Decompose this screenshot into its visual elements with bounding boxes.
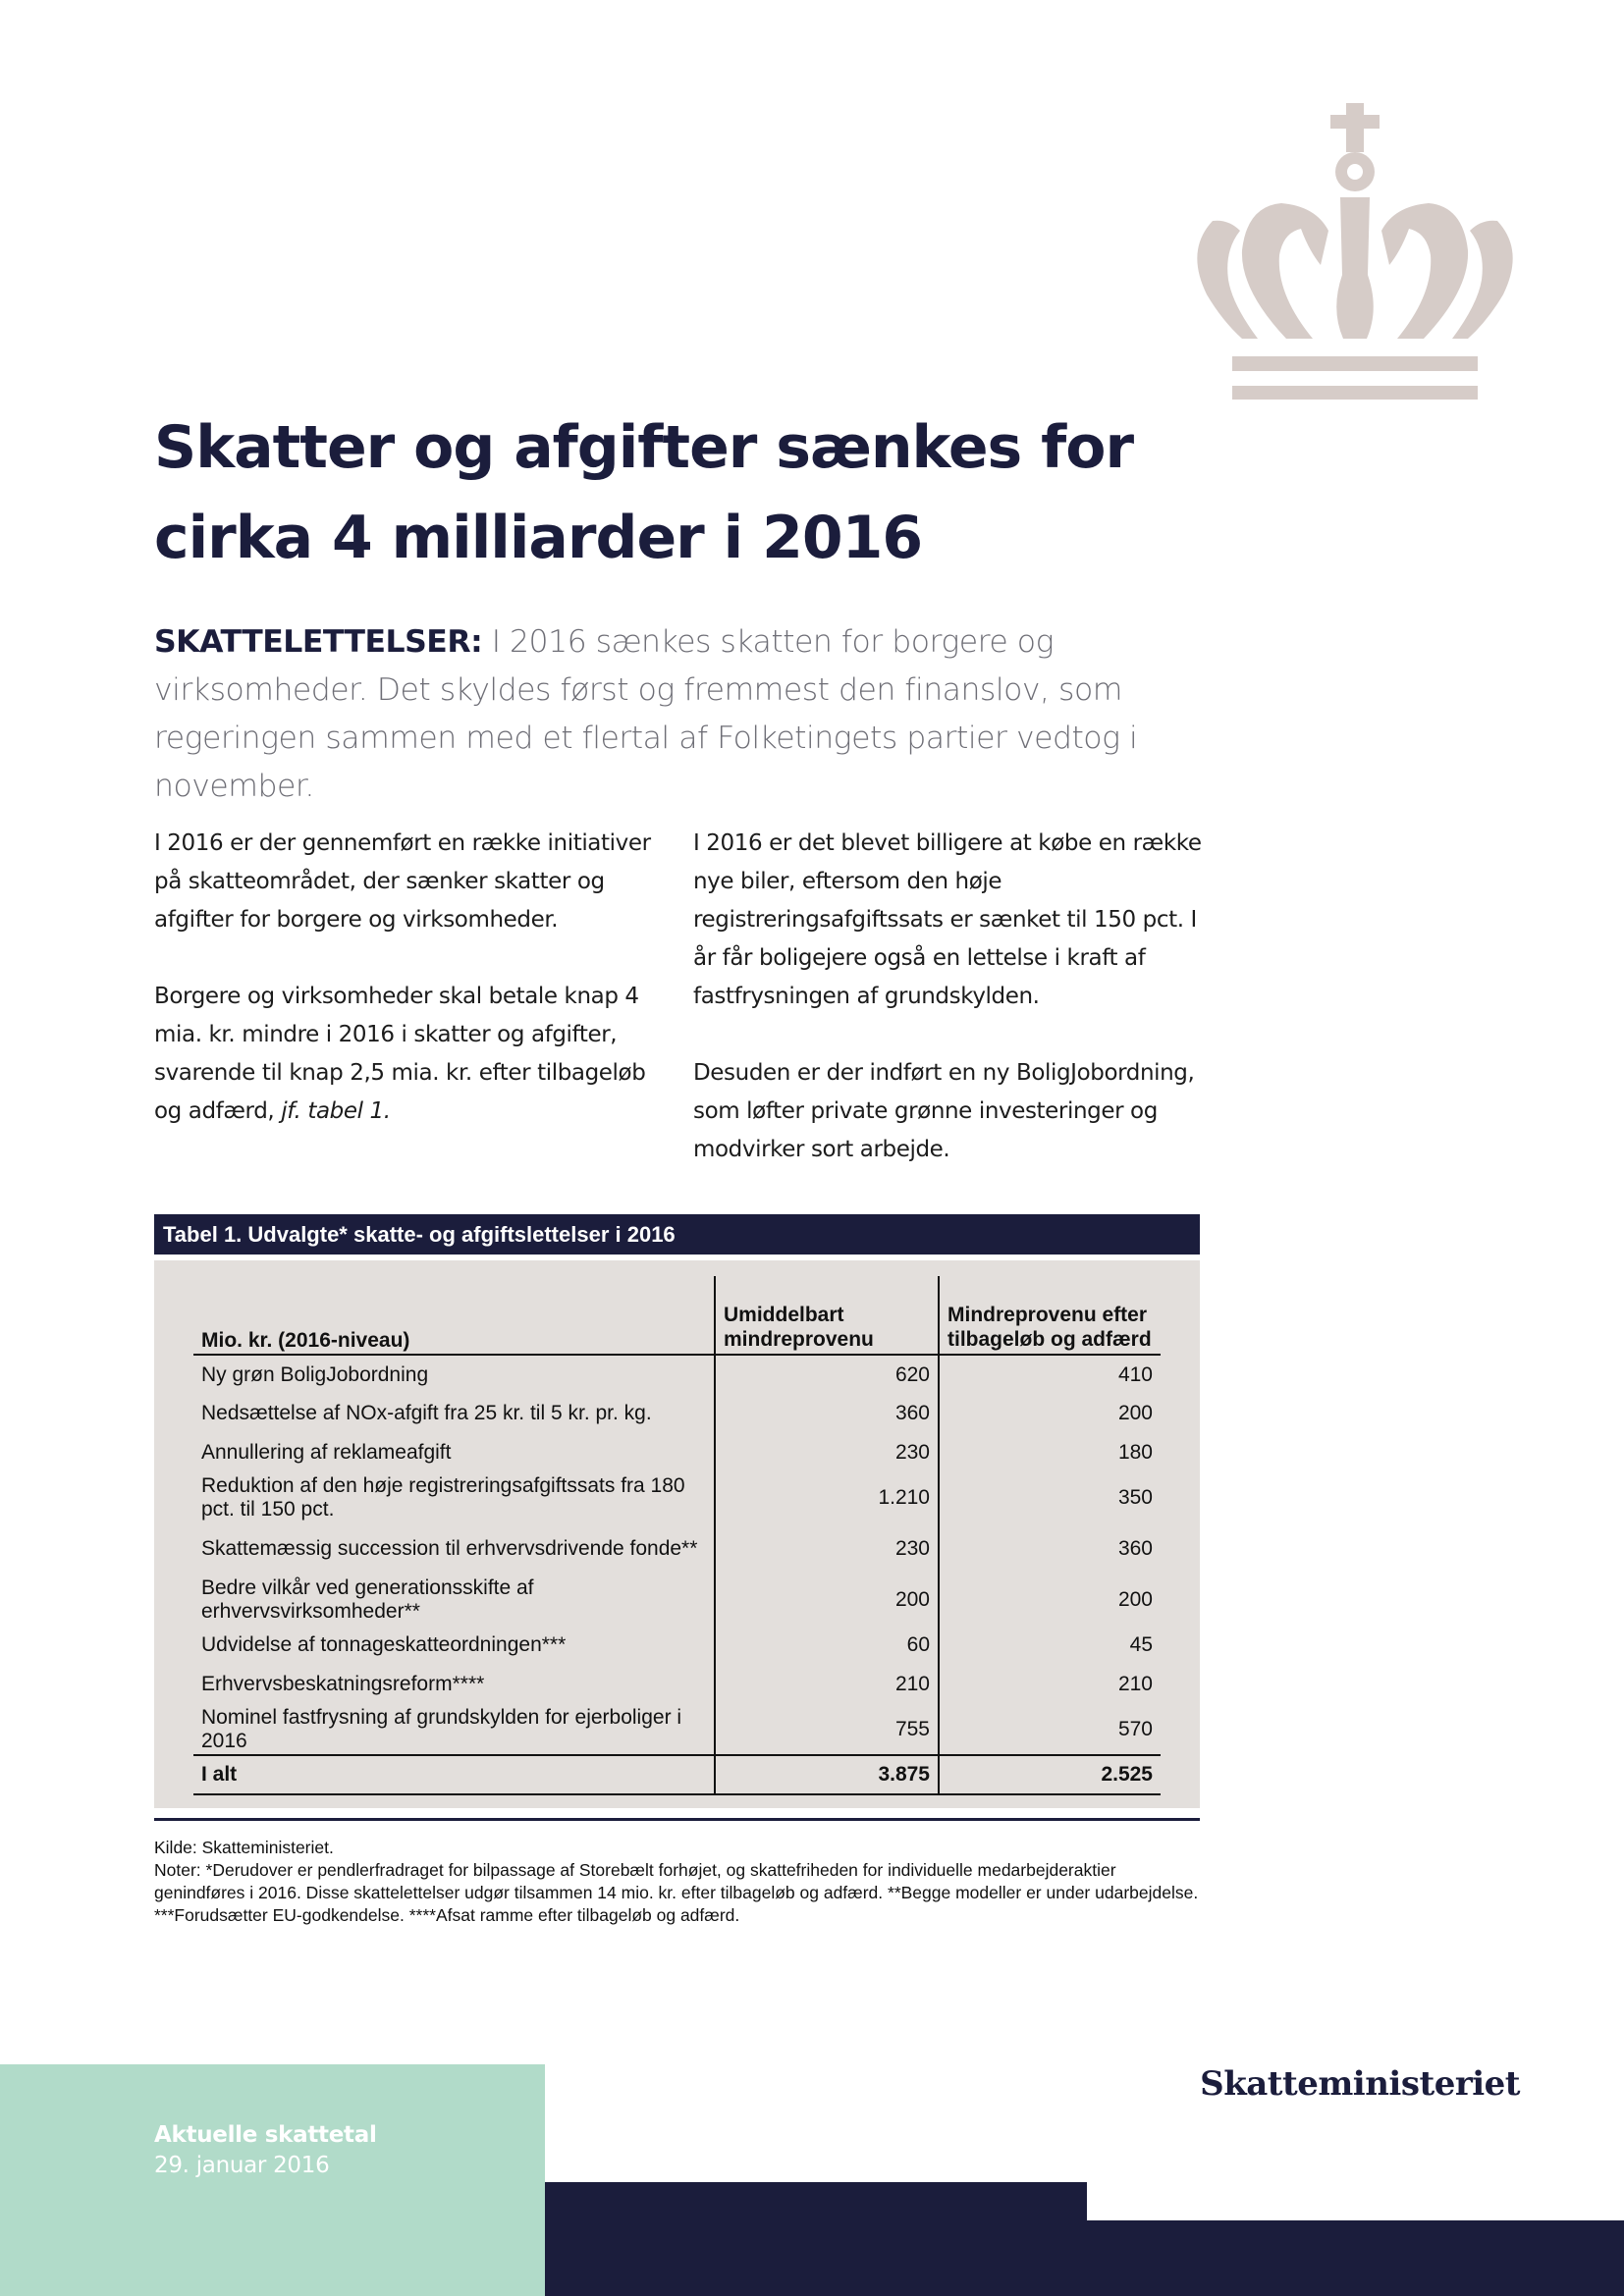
publication-name: Aktuelle skattetal: [154, 2122, 377, 2148]
body-column-left: [154, 825, 665, 1169]
lead-paragraph: [154, 618, 1195, 811]
body-paragraph: Desuden er der indført en ny BoligJobordning, som løfter private grønne investeringer og modvirker sort arbejde.: [693, 1060, 1195, 1162]
table-row: [193, 1472, 1161, 1523]
row-label: Skattemæssig succession til erhvervsdrivende fonde**: [201, 1537, 698, 1560]
body-paragraph: I 2016 er der gennemført en række initiativer på skatteområdet, der sænker skatter og afgifter for borgere og virksomheder.: [154, 830, 651, 933]
footer-navy-block: [545, 2182, 1087, 2296]
table-row: [193, 1394, 1161, 1433]
table-header-row: [193, 1276, 1161, 1355]
row-value-immediate: 230: [715, 1433, 939, 1472]
table-row: [193, 1575, 1161, 1626]
table-caption: Tabel 1. Udvalgte* skatte- og afgiftslettelser i 2016: [154, 1214, 1200, 1255]
table-reference: jf. tabel 1.: [281, 1098, 391, 1124]
column-header-immediate: Umiddelbart mindreprovenu: [715, 1276, 939, 1355]
footnotes: Noter: *Derudover er pendlerfradraget for bilpassage af Storebælt forhøjet, og skattefriheden for individuelle medarbejderaktier genindføres i 2016. Disse skattelettelser udgør tilsammen 14 mio. kr. efter tilbageløb og adfærd. **Begge modeller er under udarbejdelse. ***Forudsætter EU-godkendelse. ****Afsat ramme efter tilbageløb og adfærd.: [154, 1860, 1199, 1925]
row-label: Nedsættelse af NOx-afgift fra 25 kr. til 5 kr. pr. kg.: [201, 1402, 652, 1424]
total-value-immediate: 3.875: [715, 1755, 939, 1794]
total-label: I alt: [193, 1755, 715, 1794]
body-text: Borgere og virksomheder skal betale knap 4 mia. kr. mindre i 2016 i skatter og afgifter, svarende til knap 2,5 mia. kr. efter tilbageløb og adfærd,: [154, 984, 646, 1124]
table-row: [193, 1626, 1161, 1665]
row-label: Bedre vilkår ved generationsskifte af erhvervsvirksomheder**: [201, 1576, 534, 1623]
table-container: [154, 1260, 1200, 1808]
table-row: [193, 1355, 1161, 1394]
tax-relief-table: [193, 1276, 1161, 1795]
table-bottom-rule: [154, 1818, 1200, 1821]
row-label: Reduktion af den høje registreringsafgiftssats fra 180 pct. til 150 pct.: [201, 1474, 685, 1521]
body-paragraph: I 2016 er det blevet billigere at købe en række nye biler, eftersom den høje registreringsafgiftssats er sænket til 150 pct. I år får boligejere også en lettelse i kraft af fastfrysningen af grundskylden.: [693, 830, 1202, 1009]
row-value-immediate: 1.210: [715, 1472, 939, 1523]
table-row: [193, 1523, 1161, 1575]
row-value-after: 180: [939, 1433, 1161, 1472]
row-value-immediate: 230: [715, 1523, 939, 1575]
ministry-wordmark: Skatteministeriet: [1200, 2064, 1520, 2104]
row-value-immediate: 620: [715, 1355, 939, 1394]
row-value-immediate: 210: [715, 1665, 939, 1704]
table-row: [193, 1433, 1161, 1472]
crown-logo-icon: [1193, 103, 1517, 407]
source-note: Kilde: Skatteministeriet.: [154, 1838, 334, 1857]
table-row: [193, 1704, 1161, 1755]
footer-navy-block-right: [1087, 2220, 1624, 2296]
row-value-immediate: 200: [715, 1575, 939, 1626]
row-value-after: 350: [939, 1472, 1161, 1523]
table-total-row: [193, 1755, 1161, 1794]
row-value-after: 360: [939, 1523, 1161, 1575]
body-column-right: [693, 825, 1204, 1207]
row-value-immediate: 755: [715, 1704, 939, 1755]
lead-kicker: SKATTELETTELSER:: [154, 624, 483, 660]
publication-label: [154, 2120, 377, 2181]
table-row: [193, 1665, 1161, 1704]
row-value-immediate: 60: [715, 1626, 939, 1665]
row-value-after: 200: [939, 1394, 1161, 1433]
body-paragraph: [154, 978, 665, 1131]
row-value-after: 570: [939, 1704, 1161, 1755]
row-value-after: 410: [939, 1355, 1161, 1394]
row-label: Ny grøn BoligJobordning: [201, 1362, 429, 1386]
page-title: Skatter og afgifter sænkes for cirka 4 milliarder i 2016: [154, 413, 1134, 572]
row-label: Udvidelse af tonnageskatteordningen***: [201, 1633, 567, 1656]
total-value-after: 2.525: [939, 1755, 1161, 1794]
row-value-after: 210: [939, 1665, 1161, 1704]
lead-text: I 2016 sænkes skatten for borgere og virksomheder. Det skyldes først og fremmest den finanslov, som regeringen sammen med et flertal af Folketingets partier vedtog i november.: [154, 624, 1138, 804]
row-value-after: 45: [939, 1626, 1161, 1665]
column-header-after-adjustment: Mindreprovenu efter tilbageløb og adfærd: [939, 1276, 1161, 1355]
table-notes: [154, 1837, 1205, 1927]
column-header-unit: Mio. kr. (2016-niveau): [193, 1276, 715, 1355]
row-label: Erhvervsbeskatningsreform****: [201, 1673, 485, 1695]
publication-date: 29. januar 2016: [154, 2153, 330, 2178]
row-value-after: 200: [939, 1575, 1161, 1626]
row-label: Nominel fastfrysning af grundskylden for ejerboliger i 2016: [201, 1705, 682, 1752]
row-value-immediate: 360: [715, 1394, 939, 1433]
row-label: Annullering af reklameafgift: [201, 1441, 452, 1464]
